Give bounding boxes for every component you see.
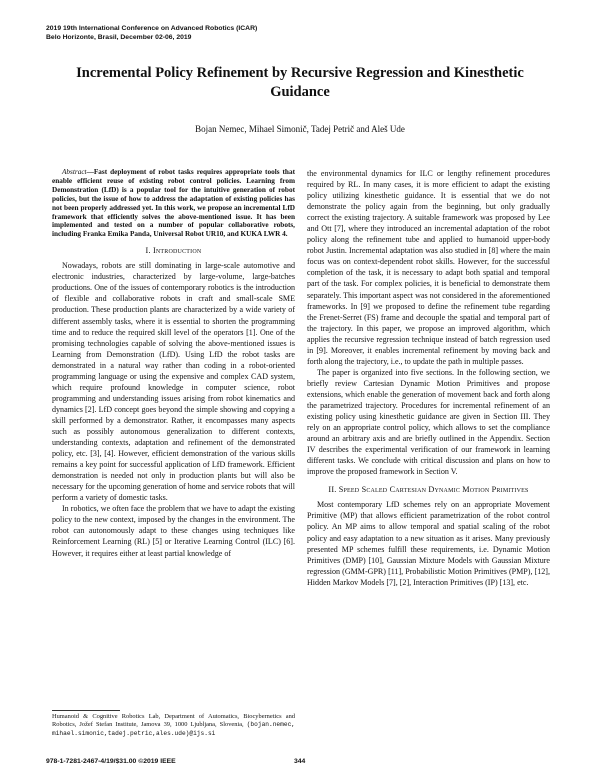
abstract-lead: Abstract xyxy=(62,168,87,176)
paragraph: the environmental dynamics for ILC or lengthy refinement procedures required by RL. In many cases, it is more efficient to adapt the existing policy utilizing kinesthetic guidance. It is essential that we do not demonstrate the policy again from the beginning, but only gradually correct the existing trajectory. A suitable framework was proposed by Lee and Ott [7], where they introduced an incremental adaptation of the robot policy along the refinement tube and applied to humanoid upper-body robot Justin. Incremental adaptation was also studied in [8] where the main focus was on context-dependent robot skills. However, for the successful completion of the task, it is necessary to adapt both spatial and temporal part of the task. For complex policies, it is beneficial to demonstrate them separately. This important aspect was not considered in the aforementioned frameworks. In [9] we proposed to define the refinement tube regarding the Frenet-Serret (FS) frame and decouple the spatial and temporal part of the trajectory. In this paper, we propose an improved algorithm, which applies the recursive regression technique instead of batch regression used in [9]. Moreover, it enables incremental refinement by moving back and forth along the trajectory, i.e., to update the path in multiple passes. xyxy=(307,169,550,366)
section-heading-motion-primitives: II. Speed Scaled Cartesian Dynamic Motion Primitives xyxy=(328,485,529,495)
paragraph: The paper is organized into five sections. In the following section, we briefly review Cartesian Dynamic Motion Primitives and propose extensions, which enable the generation of movement back and forth along the parametrized trajectory. Procedures for incremental refinement of an existing policy using kinesthetic guidance are given in Section III. They rely on an appropriate control policy, which allows to set the compliance around an arbitrary axis and are briefly outlined in the Appendix. Section IV describes the experimental verification of our framework in learning different tasks. We conclude with critical discussion and plans on how to improve the proposed framework in Section V. xyxy=(307,367,550,477)
footnote-affiliation: Humanoid & Cognitive Robotics Lab, Department of Automatics, Biocybernetics and Robotics, Jožef Stefan Institute, Jamova 39, 1000 Ljubljana, Slovenia, xyxy=(52,713,295,729)
abstract-text: —Fast deployment of robot tasks requires appropriate tools that enable efficient reuse of existing robot control policies. Learning from Demonstration (LfD) is a popular tool for the intuitive generation of robot policies, but the issue of how to address the adaptation of existing policies has not been properly addressed yet. In this work, we propose an incremental LfD framework that efficiently solves the above-mentioned issue. It has been implemented and tested on a number of popular collaborative robots, including Franka Emika Panda, Universal Robot UR10, and KUKA LWR 4. xyxy=(52,168,295,239)
conference-header xyxy=(46,24,257,42)
left-column xyxy=(52,168,295,559)
author-list: Bojan Nemec, Mihael Simonič, Tadej Petrič and Aleš Ude xyxy=(195,124,405,134)
conference-location: Belo Horizonte, Brasil, December 02-06, 2019 xyxy=(46,34,192,41)
conference-name: 2019 19th International Conference on Advanced Robotics (ICAR) xyxy=(46,25,258,32)
paragraph: Nowadays, robots are still dominating in large-scale automotive and electronic industries, characterized by large-volume, large-batches productions. One of the issues of contemporary robotics is the introduction of flexible and collaborative robots in craft and small-scale SME production. These production plants are characterized by a wide variety of different assembly tasks, where it is essential to shorten the programming time and to reduce the required skill level of the operators [1]. One of the promising technologies capable of solving the above-mentioned issues is Learning from Demonstration (LfD). Using LfD the robot tasks are demonstrated in a natural way rather than coding in a robot-oriented programming language or using the expensive and complex CAD system, which require profound knowledge in computer science, robot programming and understanding issues arising from robot kinematics and dynamics [2]. LfD concept goes beyond the simple showing and copying a skill performed by a demonstrator. Rather, it encompasses many aspects such as possibly autonomous generalization to different contexts, understanding contexts, adaptation and refinement of the demonstrated policy, etc. [3], [4]. However, efficient demonstration of the various skills remains a key point for successful application of LfD framework. Efficient demonstration is needed not only in production plants but will also be necessary for the upcoming generation of home and service robots that will perform a variety of domestic tasks. xyxy=(52,261,295,503)
right-column xyxy=(307,168,550,588)
paper-title: Incremental Policy Refinement by Recursive Regression and Kinesthetic Guidance xyxy=(76,65,524,100)
footnote xyxy=(52,713,295,738)
isbn-footer: 978-1-7281-2467-4/19/$31.00 ©2019 IEEE xyxy=(46,758,176,765)
section-heading-introduction: I. Introduction xyxy=(145,246,202,256)
paragraph: Most contemporary LfD schemes rely on an appropriate Movement Primitive (MP) that allows efficient parametrization of the robot control policy. An MP aims to allow temporal and spatial scaling of the robot policy and easy adaptation to a new situation as it arises. Many previously presented MP schemes fulfill these requirements, i.e. Dynamic Motion Primitives (DMP) [10], Gaussian Mixture Models with Gaussian Mixture regression (GMM-GPR) [11], Probabilistic Motion Primitives (PMP), [12], Hidden Markov Models [7], [2], Interaction Primitives (IP) [13], etc. xyxy=(307,500,550,587)
footnote-rule xyxy=(52,710,120,711)
footnote-emails: (bojan.nemec, mihael.simonic,tadej.petric,ales.ude)@ijs.si xyxy=(52,721,295,737)
page-number: 344 xyxy=(294,758,306,765)
abstract xyxy=(52,168,295,239)
paragraph: In robotics, we often face the problem that we have to adapt the existing policy to the new context, imposed by the changes in the environment. The robot can autonomously adapt to these changes using techniques like Reinforcement Learning (RL) [5] or Iterative Learning Control (ILC) [6]. However, it requires either at least partial knowledge of xyxy=(52,504,295,558)
